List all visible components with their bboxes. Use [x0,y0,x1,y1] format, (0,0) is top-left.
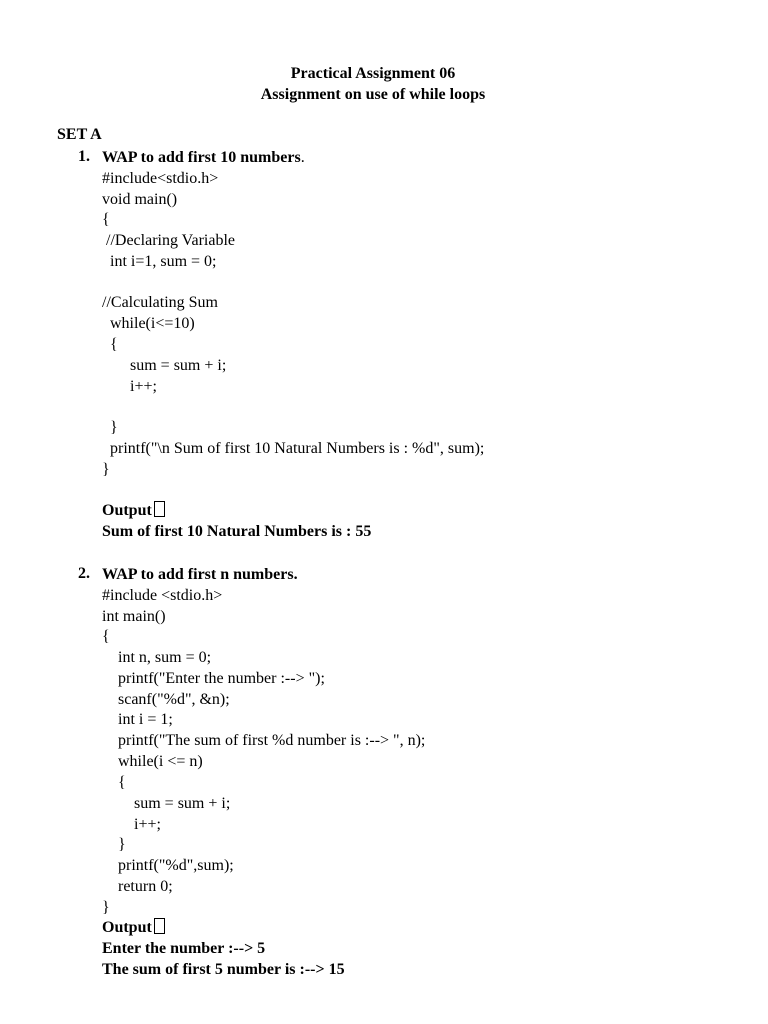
set-label: SET A [57,126,102,143]
code-line: int i=1, sum = 0; [102,253,217,270]
code-line: { [102,336,118,353]
code-line: { [102,774,126,791]
output-line: Enter the number :--> 5 [102,940,266,957]
code-line: //Calculating Sum [102,294,218,311]
code-line: } [102,836,126,853]
output-label-text: Output [102,919,152,936]
code-line: #include <stdio.h> [102,587,223,604]
code-line: { [102,628,110,645]
missing-glyph-box-icon [154,918,165,934]
question-1-heading [102,148,305,168]
missing-glyph-box-icon [154,501,165,517]
output-label-text: Output [102,502,152,519]
code-line: printf("The sum of first %d number is :--> ", n); [102,732,426,749]
question-1-title: WAP to add first 10 numbers [102,149,301,166]
code-line: void main() [102,191,178,208]
code-line: i++; [102,816,161,833]
code-line: sum = sum + i; [102,795,231,812]
code-line: printf("%d",sum); [102,857,234,874]
question-1-output-label [102,501,165,521]
question-2-number: 2. [78,565,90,582]
code-line: scanf("%d", &n); [102,691,230,708]
code-line: while(i<=10) [102,315,195,332]
code-line: int i = 1; [102,711,173,728]
code-line: int main() [102,608,166,625]
code-line: return 0; [102,878,173,895]
page-subtitle: Assignment on use of while loops [260,86,486,103]
code-line: printf("\n Sum of first 10 Natural Numbers is : %d", sum); [102,440,485,457]
code-line: #include<stdio.h> [102,170,219,187]
question-1-title-suffix: . [300,149,305,166]
code-line: { [102,211,110,228]
code-line: printf("Enter the number :--> "); [102,670,325,687]
output-line: The sum of first 5 number is :--> 15 [102,961,345,978]
page-title: Practical Assignment 06 [290,65,456,82]
question-2-output-label [102,918,165,938]
code-line: } [102,461,110,478]
code-line: sum = sum + i; [102,357,227,374]
code-line: int n, sum = 0; [102,649,212,666]
code-line: } [102,419,118,436]
code-line: while(i <= n) [102,753,203,770]
code-line: i++; [102,378,157,395]
code-line: //Declaring Variable [102,232,235,249]
question-2-title: WAP to add first n numbers. [102,566,298,583]
output-line: Sum of first 10 Natural Numbers is : 55 [102,523,372,540]
question-1-number: 1. [78,148,90,165]
code-line: } [102,899,110,916]
